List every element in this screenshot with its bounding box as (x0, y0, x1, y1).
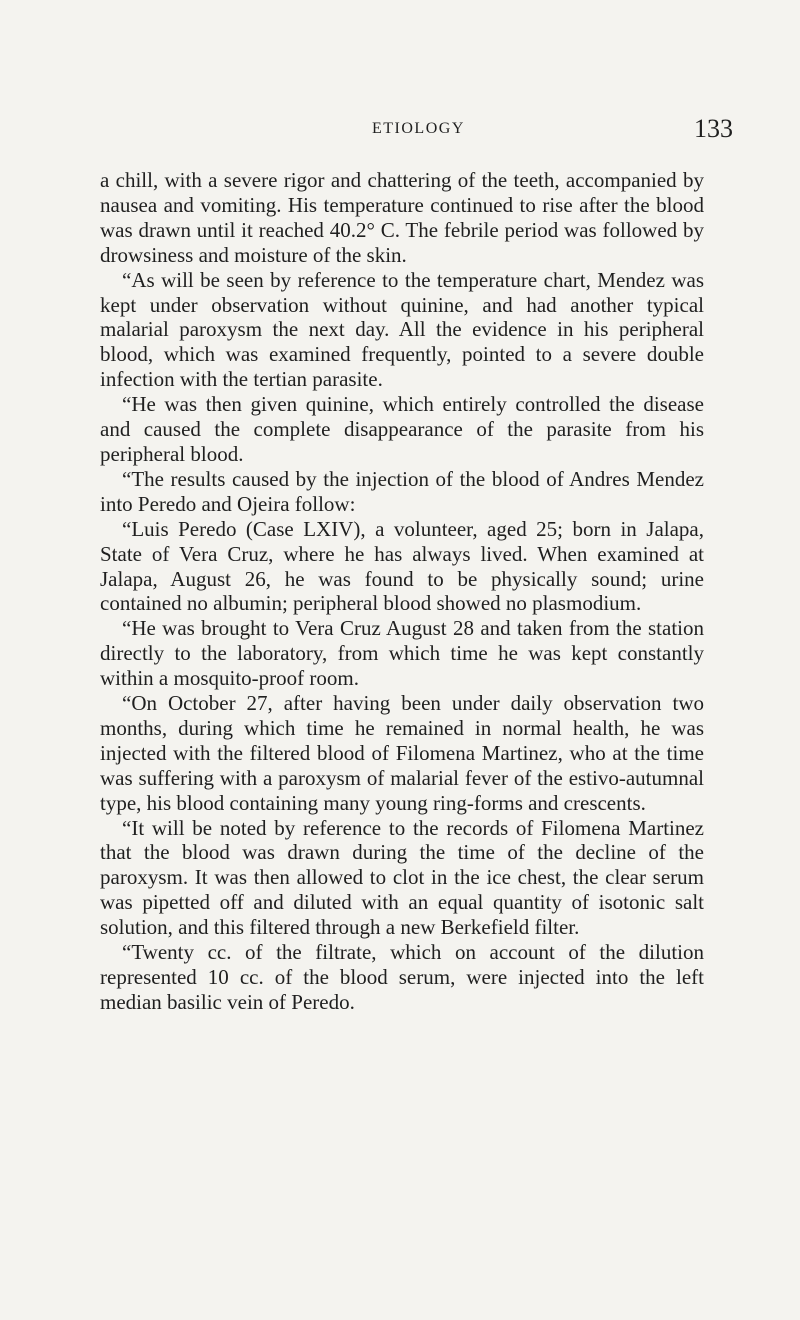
page-number: 133 (694, 114, 733, 143)
paragraph-2: “As will be seen by reference to the temperature chart, Mendez was kept under observation without quinine, and had another typical malarial paroxysm the next day. All the evidence in his peripheral blood, which was examined frequently, pointed to a severe double infection with the tertian parasite. (100, 267, 704, 392)
paragraph-8: “It will be noted by reference to the records of Filomena Martinez that the blood was drawn during the time of the decline of the paroxysm. It was then allowed to clot in the ice chest, the clear serum was pipetted off and diluted with an equal quantity of isotonic salt solution, and this filtered through a new Berkefield filter. (100, 815, 704, 940)
body-text (100, 168, 704, 1015)
paragraph-7: “On October 27, after having been under daily observation two months, during which time he remained in normal health, he was injected with the filtered blood of Filomena Martinez, who at the time was suffering with a paroxysm of malarial fever of the estivo-autumnal type, his blood containing many young ring-forms and crescents. (100, 691, 704, 815)
paragraph-3: “He was then given quinine, which entirely controlled the disease and caused the complete disappearance of the parasite from his peripheral blood. (100, 392, 704, 466)
paragraph-1: a chill, with a severe rigor and chattering of the teeth, accompanied by nausea and vomiting. His temperature continued to rise after the blood was drawn until it reached 40.2° C. The febrile period was followed by drowsiness and moisture of the skin. (100, 168, 704, 267)
paragraph-5: “Luis Peredo (Case LXIV), a volunteer, aged 25; born in Jalapa, State of Vera Cruz, where he has always lived. When examined at Jalapa, August 26, he was found to be physically sound; urine contained no albumin; peripheral blood showed no plasmodium. (100, 516, 704, 616)
running-head (0, 114, 800, 150)
paragraph-6: “He was brought to Vera Cruz August 28 and taken from the station directly to the laboratory, from which time he was kept constantly within a mosquito-proof room. (100, 616, 704, 691)
running-title: ETIOLOGY (372, 120, 465, 137)
paragraph-9: “Twenty cc. of the filtrate, which on account of the dilution represented 10 cc. of the blood serum, were injected into the left median basilic vein of Peredo. (100, 940, 704, 1014)
paragraph-4: “The results caused by the injection of the blood of Andres Mendez into Peredo and Ojeira follow: (100, 466, 704, 516)
